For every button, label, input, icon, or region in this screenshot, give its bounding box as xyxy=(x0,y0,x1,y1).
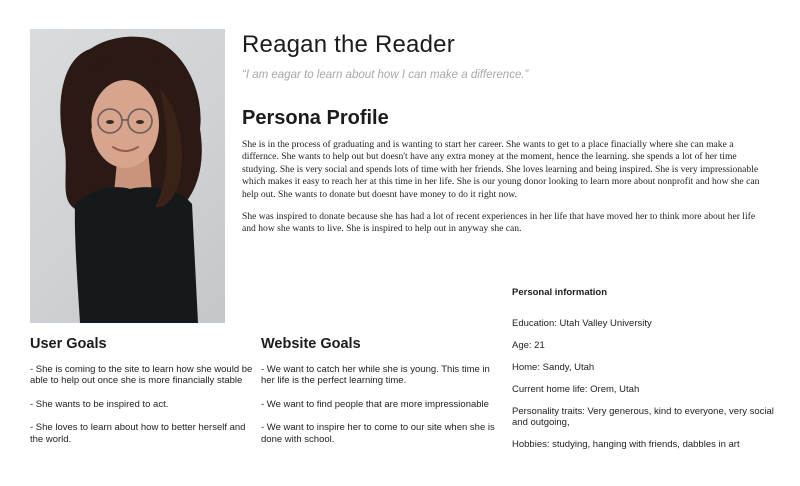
persona-profile-title: Persona Profile xyxy=(242,107,389,129)
website-goals-list xyxy=(261,364,501,445)
profile-paragraph: She is in the process of graduating and is wanting to start her career. She wants to get to a place finacially where she can make a differnce. She wants to help out but doesn't have any extra money at the moment, hence the learning. she spends a lot of her time studying. She is very social and spends lots of time with her friends. She loves learning and being inspired. She is very impressionable which makes it easy to reach her at this time in her life. She is our young donor looking to learn more about nonprofit and how she can help out. She wants to donate but doesnt have money to do it right now. xyxy=(242,139,760,200)
list-item: - We want to inspire her to come to our site when she is done with school. xyxy=(261,422,495,445)
persona-name: Reagan the Reader xyxy=(242,31,455,58)
list-item: Current home life: Orem, Utah xyxy=(512,383,640,395)
list-item: - She loves to learn about how to better herself and the world. xyxy=(30,422,246,445)
persona-profile-text xyxy=(242,139,766,236)
list-item: Education: Utah Valley University xyxy=(512,318,652,329)
list-item: - She wants to be inspired to act. xyxy=(30,398,169,410)
persona-quote: “I am eagar to learn about how I can make a difference.” xyxy=(242,69,529,81)
list-item: - She is coming to the site to learn how she would be able to help out once she is more financially stable xyxy=(30,364,253,387)
list-item: Hobbies: studying, hanging with friends, dabbles in art xyxy=(512,438,740,450)
list-item: - We want to find people that are more impressionable xyxy=(261,398,489,410)
profile-paragraph: She was inspired to donate because she has had a lot of recent experiences in her life that have moved her to think more about her life and how she wants to live. She is inspired to help out in anyway she can. xyxy=(242,211,756,235)
user-goals-title: User Goals xyxy=(30,336,107,352)
list-item: Age: 21 xyxy=(512,339,545,351)
personal-info-list xyxy=(512,318,774,461)
website-goals-title: Website Goals xyxy=(261,336,361,352)
persona-photo xyxy=(30,29,225,323)
personal-info-title: Personal information xyxy=(512,287,608,298)
portrait-illustration xyxy=(30,29,225,323)
list-item: - We want to catch her while she is young. This time in her life is the perfect learning time. xyxy=(261,364,490,387)
list-item: Home: Sandy, Utah xyxy=(512,361,595,373)
list-item: Personality traits: Very generous, kind to everyone, very social and outgoing, xyxy=(512,405,774,429)
user-goals-list xyxy=(30,364,255,445)
